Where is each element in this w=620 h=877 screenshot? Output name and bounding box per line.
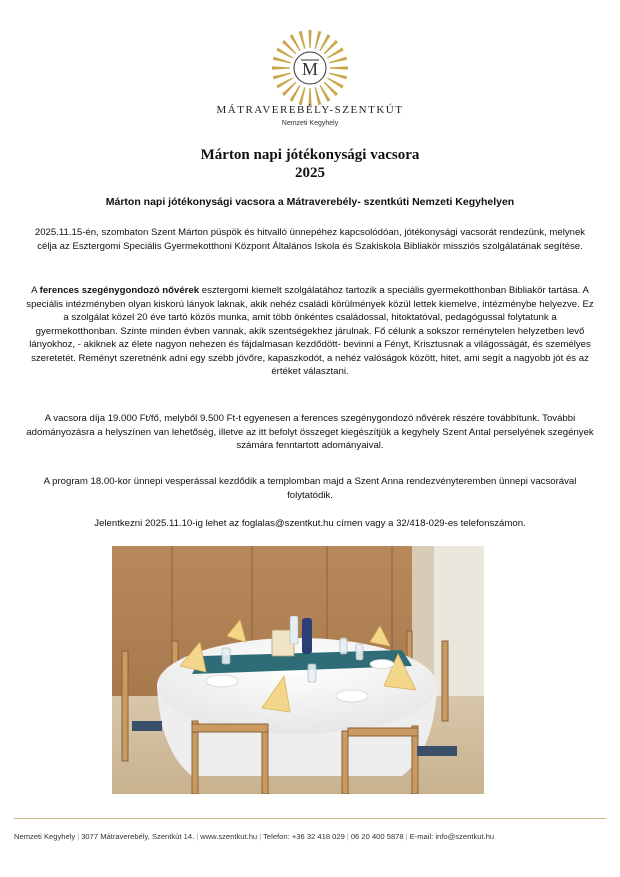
footer-email-link[interactable]: E-mail: info@szentkut.hu (409, 832, 495, 841)
registration-paragraph: Jelentkezni 2025.11.10-ig lehet az foglalas@szentkut.hu címen vagy a 32/418-029-es telefonszámon. (94, 518, 526, 529)
logo-monogram: M (301, 59, 319, 79)
footer-divider (14, 818, 606, 819)
event-subtitle: Márton napi jótékonysági vacsora a Mátraverebély- szentkúti Nemzeti Kegyhelyen (105, 196, 515, 208)
program-paragraph: A program 18.00-kor ünnepi vesperással kezdődik a templomban majd a Szent Anna rendezvényteremben ünnepi vacsorával folytatódik. (43, 476, 577, 501)
title-line-2: 2025 (295, 165, 325, 181)
footer-separator: | (259, 832, 262, 841)
mission-highlight: ferences szegénygondozó nővérek (39, 285, 200, 296)
price-paragraph: A vacsora díja 19.000 Ft/fő, melyből 9.500 Ft-t egyenesen a ferences szegénygondozó nővérek részére továbbítunk. További adományozásra a helyszínen van lehetőség, illetve az itt befolyt összeget kiegészítjük a kegyhely Szent Antal perselyének szegények számára fenntartott adományaival. (26, 413, 594, 451)
footer-separator: | (196, 832, 199, 841)
dinner-table-photo (112, 546, 484, 794)
mission-prefix: A (31, 285, 40, 296)
mission-paragraph (25, 284, 595, 379)
footer-address: 3077 Mátraverebély, Szentkút 14. (81, 832, 195, 841)
intro-paragraph: 2025.11.15-én, szombaton Szent Márton püspök és hitvalló ünnepéhez kapcsolódóan, jótékonysági vacsorát rendezünk, melynek célja az Esztergomi Speciális Gyermekotthoni Központ Általános Iskola és Szakiskola Bibliakör missziós szolgálatának segítése. (34, 227, 586, 252)
brand-subtitle: Nemzeti Kegyhely (281, 120, 339, 127)
footer-mobile: 06 20 400 5878 (350, 832, 404, 841)
footer-org: Nemzeti Kegyhely (14, 832, 76, 841)
footer-separator: | (405, 832, 408, 841)
brand-name: MÁTRAVEREBÉLY-SZENTKÚT (216, 104, 404, 116)
footer-separator: | (77, 832, 80, 841)
footer-separator: | (346, 832, 349, 841)
page-title (0, 146, 620, 182)
footer (14, 832, 606, 841)
footer-phone: Telefon: +36 32 418 029 (263, 832, 345, 841)
mission-text: esztergomi kiemelt szolgálatához tartozik a speciális gyermekotthonban Bibliakör tartása. A speciális intézményben olyan kiskorú lányok laknak, akik nehéz családi körülmények közül lettek kiemelve, intézménybe helyezve. Ez a szolgálat közel 20 éve tartó közös munka, amit több önkéntes családossal, hitoktatóval, pedagógussal folytatunk a gyermekotthonban. Szinte minden évben vannak, akik szentségekhez járulnak. Fő célunk a sokszor reménytelen helyzetben levő lányokhoz, - akiknek az élete nagyon nehezen és fájdalmasan kezdődött- bevinni a Fényt, Krisztusnak a világosságát, és személyes szeretetét. Reményt szeretnénk adni egy szebb jövőre, kapaszkodót, a nehéz valóságok között, hitet, ami segít a nagyobb jót és az értéket választani. (26, 285, 594, 377)
footer-website-link[interactable]: www.szentkut.hu (200, 832, 258, 841)
title-line-1: Márton napi jótékonysági vacsora (200, 147, 420, 163)
